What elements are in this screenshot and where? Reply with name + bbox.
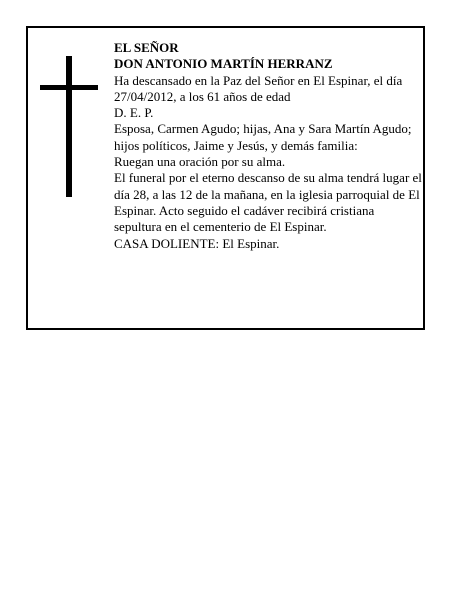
rip-text: D. E. P.	[114, 105, 154, 121]
deceased-name: DON ANTONIO MARTÍN HERRANZ	[114, 56, 333, 72]
obituary-notice	[26, 26, 425, 330]
cross-vertical-bar	[66, 56, 72, 197]
prayer-request-text: Ruegan una oración por su alma.	[114, 154, 286, 170]
family-text: Esposa, Carmen Agudo; hijas, Ana y Sara Martín Agudo; hijos políticos, Jaime y Jesús, y demás familia:	[114, 121, 412, 153]
notice-title-line1: EL SEÑOR	[114, 40, 179, 55]
house-text: CASA DOLIENTE: El Espinar.	[114, 235, 280, 251]
announcement-text: Ha descansado en la Paz del Señor en El Espinar, el día 27/04/2012, a los 61 años de edad	[114, 72, 403, 104]
cross-horizontal-bar	[40, 85, 98, 90]
funeral-text: El funeral por el eterno descanso de su alma tendrá lugar el día 28, a las 12 de la mañana, en la iglesia parroquial de El Espinar. Acto seguido el cadáver recibirá cristiana sepultura en el cementerio de El Espinar.	[114, 170, 422, 235]
notice-body	[114, 40, 422, 252]
